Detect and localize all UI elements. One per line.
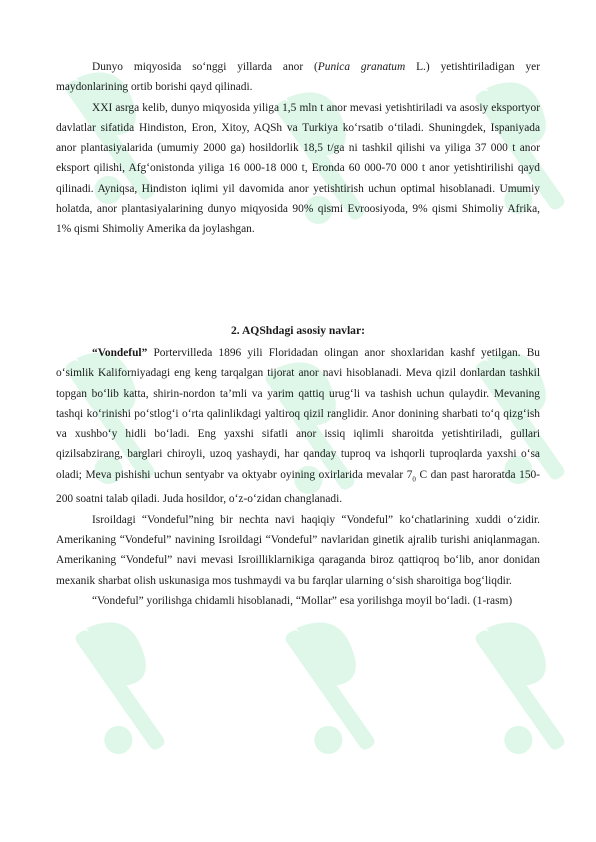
variety-name-bold: “Vondeful”: [92, 347, 148, 359]
temperature-subscript: 0: [412, 475, 416, 484]
paragraph-intro: [56, 57, 540, 98]
paragraph-israel-comparison: Isroildagi “Vondeful”ning bir nechta navi haqiqiy “Vondeful” ko‘chatlarining xuddi o‘zidir. Amerikaning “Vondeful” navining Isroildagi “Vondeful” navlaridan ginetik ajralib turishi aniqlanmagan. Amerikaning “Vondeful” navi mevasi Isroilliklarnikiga qaraganda biroz qattiqroq bo‘lib, anor donidan mexanik sharbat olish uskunasiga mos tushmaydi va bu farqlar ularning o‘sish sharoitiga bog‘liqdir.: [56, 513, 540, 587]
species-name: Punica granatum: [317, 61, 406, 73]
paragraph-wonderful-text: Portervilleda 1896 yili Floridadan olingan anor shoxlaridan kashf yetilgan. Bu o‘simlik Kaliforniyadagi eng keng tarqalgan tijorat anor navi hisoblanadi. Meva qizil donlardan tashkil topgan bo‘lib katta, shirin-nordon ta’mli va yarim qattiq urug‘li va tashish uchun qulaydir. Mevaning tashqi ko‘rinishi po‘stlog‘i o‘rta qalinlikdagi yaltiroq qizil ranglidir. Anor donining sharbati to‘q qizg‘ish va xushbo‘y hidli bo‘ladi. Eng yaxshi sifatli anor issiq iqlimli sharoitda yetishtiriladi, gullari qizilsabzirang, barglari chiroyli, uzoq yashaydi, har qanday tuproq va ishqorli tuproqlarda yaxshi o‘sa oladi; Meva pishishi uchun sentyabr va oktyabr oyining oxirlarida mevalar 7: [56, 347, 540, 481]
paragraph-wonderful-text-end: C dan past haroratda 150-200 soatni talab qiladi. Juda hosildor, o‘z-o‘zidan changlanadi.: [56, 468, 541, 506]
paragraph-cracking: “Vondeful” yorilishga chidamli hisoblanadi, “Mollar” esa yorilishga moyil bo‘ladi. (1-rasm): [92, 594, 513, 607]
paragraph-wonderful-description: [56, 343, 540, 510]
intro-section: [56, 57, 540, 240]
paragraph-intro-after: L.) yetishtiriladigan yer maydonlarining ortib borishi qayd qilinadi.: [56, 61, 540, 94]
section-heading: 2. AQShdagi asosiy navlar:: [230, 324, 365, 337]
paragraph-world-production: XXI asrga kelib, dunyo miqyosida yiliga 1,5 mln t anor mevasi yetishtiriladi va asosiy eksportyor davlatlar sifatida Hindiston, Eron, Xitoy, AQSh va Turkiya ko‘rsatib o‘tiladi. Shuningdek, Ispaniyada anor plantasiyalarida (umumiy 2000 ga) hosildorlik 18,5 t/ga ni tashkil qilishi va yiliga 37 000 t anor eksport qilishi, Afg‘onistonda yiliga 16 000-18 000 t, Eronda 60 000-70 000 t anor yetishtirilishi qayd qilinadi. Ayniqsa, Hindiston iqlimi yil davomida anor yetishtirish uchun optimal hisoblanadi. Umumiy holatda, anor plantasiyalarining dunyo miqyosida 90% qismi Evroosiyoda, 9% qismi Shimoliy Afrika, 1% qismi Shimoliy Amerika da joylashgan.: [56, 101, 540, 236]
paragraph-intro-before: Dunyo miqyosida so‘nggi yillarda anor (: [92, 61, 318, 73]
varieties-section: [56, 343, 540, 611]
